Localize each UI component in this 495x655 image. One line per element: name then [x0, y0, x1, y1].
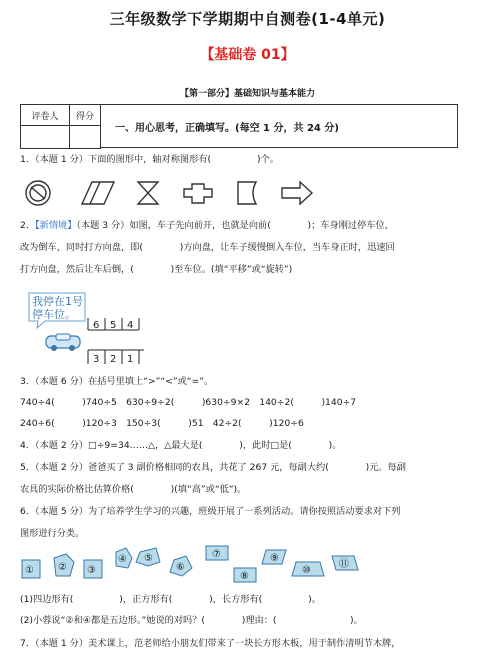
svg-text:①: ① [25, 565, 34, 576]
slot-4: 4 [127, 320, 134, 331]
question-2: 2．【新情境】（本题 3 分）如图，车子先向前开，也就是向前( )；车身刚过停车位， [20, 220, 394, 231]
bubble-line1: 我停在1号 [32, 295, 83, 308]
question-5-line2: 农具的实际价格比估算价格( )(填“高”或“低”)。 [20, 484, 247, 495]
arrow-shape-icon [282, 182, 312, 204]
question-5: 5．（本题 2 分）爸爸买了 3 副价格相同的农具，共花了 267 元，每副大约( )元。每副 [20, 462, 406, 473]
question-3-row1: 740÷4( )740÷5 630÷9÷2( )630÷9×2 140÷2( )140÷7 [20, 397, 357, 408]
question-4: 4．（本题 2 分）□÷9=34……△，△最大是( )，此时□是( )。 [20, 440, 342, 451]
grader-table [20, 104, 101, 149]
question-6: 6．（本题 5 分）为了培养学生学习的兴趣，班级开展了一系列活动。请你按照活动要求对下列 [20, 506, 401, 517]
parking-diagram [26, 290, 156, 368]
question-6-line2: 图形进行分类。 [20, 528, 85, 539]
svg-text:⑥: ⑥ [176, 562, 185, 573]
question-7: 7．（本题 1 分）美术课上，范老师给小朋友们带来了一块长方形木板，用于制作清明节木牌， [20, 638, 401, 649]
section-heading: 一、用心思考，正确填写。(每空 1 分，共 24 分) [115, 123, 339, 134]
slot-6: 6 [93, 320, 100, 331]
curved-shape-icon [238, 182, 256, 204]
paper-subtitle: 【基础卷 01】 [200, 47, 295, 63]
new-context-tag: 【新情境】 [35, 220, 77, 231]
question-3: 3．（本题 6 分）在括号里填上“>”“<”或“=”。 [20, 376, 214, 387]
q1-shapes [20, 176, 320, 210]
score-cell[interactable] [70, 126, 101, 149]
bubble-line2: 停车位。 [32, 308, 76, 321]
question-6-sub2: (2)小蓉说“②和④都是五边形。”她说的对吗？( )理由：( )。 [20, 615, 363, 626]
question-2-line3: 打方向盘，然后让车后倒，( )至车位。(填“平移”或“旋转”) [20, 264, 293, 275]
question-6-sub1: (1)四边形有( )，正方形有( )，长方形有( )。 [20, 594, 321, 605]
score-label: 得分 [70, 105, 101, 126]
question-2-line2: 改为倒车，同时打方向盘，即( )方向盘，让车子缓慢倒入车位，当车身正时，迅速回 [20, 242, 395, 253]
question-3-row2: 240÷6( )120÷3 150÷3( )51 42÷2( )120÷6 [20, 418, 304, 429]
svg-text:④: ④ [118, 554, 127, 565]
grader-cell[interactable] [21, 126, 70, 149]
slot-5: 5 [110, 320, 117, 331]
slot-3: 3 [93, 354, 100, 365]
svg-text:⑨: ⑨ [270, 553, 279, 564]
grader-label: 评卷人 [21, 105, 70, 126]
cross-shape-icon [184, 184, 212, 203]
question-1: 1．（本题 1 分）下面的图形中，轴对称图形有( )个。 [20, 154, 279, 165]
part-heading: 【第一部分】基础知识与基本能力 [179, 89, 315, 99]
svg-text:②: ② [58, 562, 67, 573]
hourglass-icon [138, 182, 158, 204]
svg-text:⑤: ⑤ [144, 553, 153, 564]
svg-text:⑩: ⑩ [302, 565, 311, 576]
svg-text:⑪: ⑪ [339, 559, 349, 570]
svg-text:⑧: ⑧ [240, 571, 249, 582]
svg-text:③: ③ [87, 565, 96, 576]
slot-1: 1 [127, 354, 134, 365]
svg-text:⑦: ⑦ [212, 549, 221, 560]
page-title: 三年级数学下学期期中自测卷(1-4单元) [109, 10, 386, 28]
q6-shapes [20, 544, 380, 586]
car-icon [46, 334, 80, 351]
slot-2: 2 [110, 354, 117, 365]
